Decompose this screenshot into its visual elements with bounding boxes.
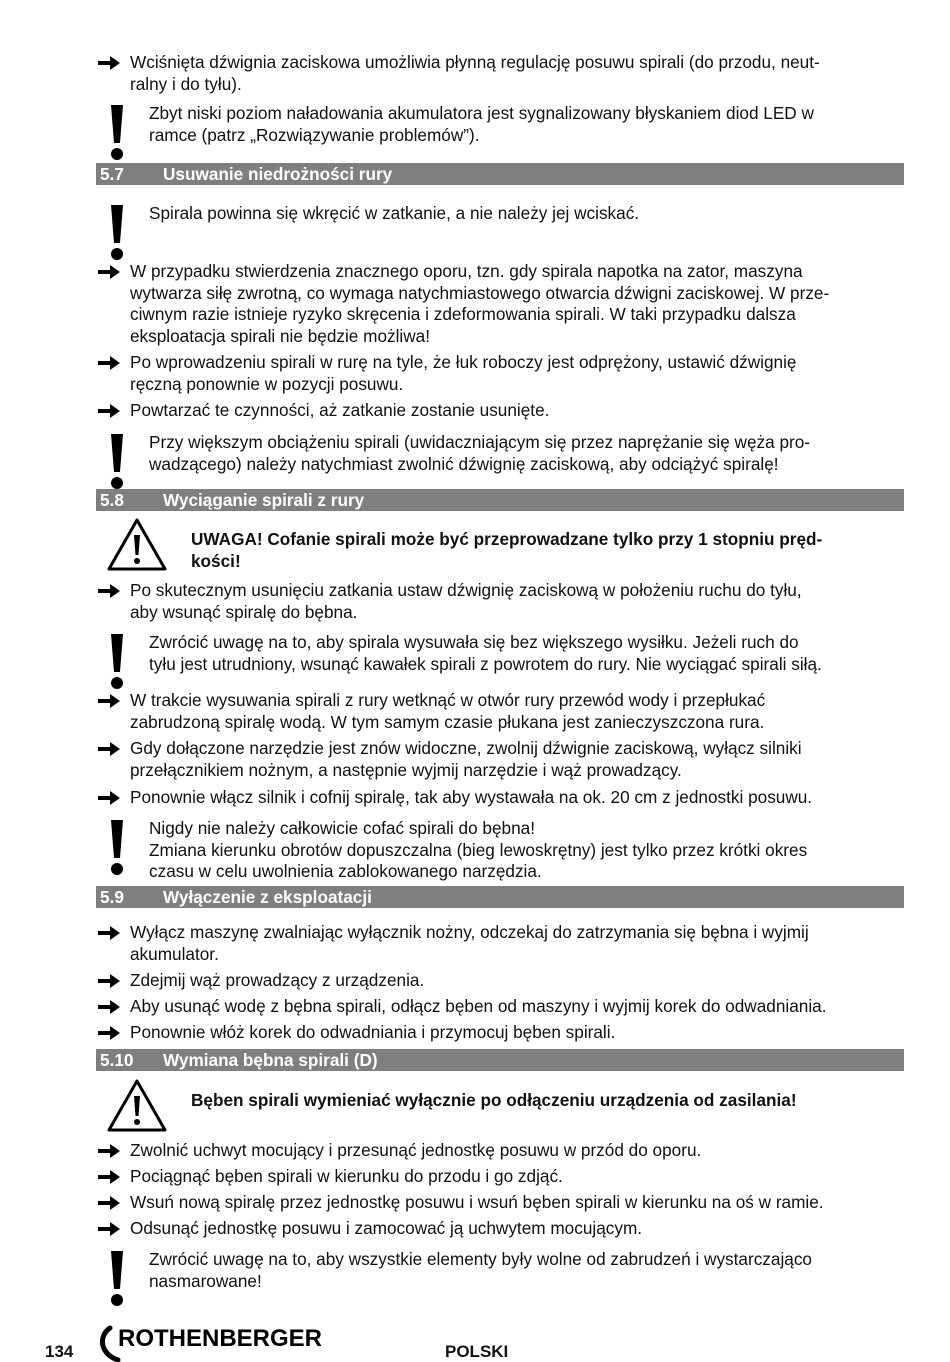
section-number: 5.9 (100, 887, 124, 907)
bullet-text: Ponownie włóż korek do odwadniania i przymocuj bęben spirali. (130, 1022, 616, 1042)
note-text: Zbyt niski poziom naładowania akumulatora jest sygnalizowany błyskaniem diod LED w (149, 103, 814, 123)
warning-text: UWAGA! Cofanie spirali może być przeprowadzane tylko przy 1 stopniu pręd- (191, 529, 823, 549)
arrow-bullet-icon (97, 973, 121, 989)
bullet-text: Wciśnięta dźwignia zaciskowa umożliwia płynną regulację posuwu spirali (do przodu, neut- (130, 52, 820, 72)
exclamation-icon (106, 1249, 128, 1307)
bullet-text: Zdejmij wąż prowadzący z urządzenia. (130, 970, 425, 990)
bullet-text: ciwnym razie istnieje ryzyko skręcenia i zdeformowania spirali. W taki przypadku dalsza (130, 304, 796, 324)
bullet-text: Powtarzać te czynności, aż zatkanie zostanie usunięte. (130, 400, 550, 420)
bullet-text: Aby usunąć wodę z bębna spirali, odłącz bęben od maszyny i wyjmij korek do odwadniania. (130, 996, 827, 1016)
section-header (96, 886, 904, 908)
arrow-bullet-icon (97, 1143, 121, 1159)
section-header (96, 489, 904, 511)
bullet-text: zabrudzoną spiralę wodą. W tym samym czasie płukana jest zanieczyszczona rura. (130, 711, 765, 732)
bullet-text: akumulator. (130, 943, 219, 964)
exclamation-icon (106, 103, 128, 161)
bullet-text: Po skutecznym usunięciu zatkania ustaw dźwignię zaciskową w położeniu ruchu do tyłu, (130, 580, 802, 600)
logo-swoosh (102, 1328, 118, 1360)
bullet-text: przełącznikiem nożnym, a następnie wyjmij narzędzie i wąż prowadzący. (130, 759, 682, 780)
arrow-bullet-icon (97, 1195, 121, 1211)
rothenberger-logo (96, 1322, 348, 1362)
bullet-text: eksploatacja spirali nie będzie możliwa! (130, 325, 430, 346)
section-title: Wyciąganie spirali z rury (163, 490, 365, 510)
note-text: nasmarowane! (149, 1270, 262, 1291)
exclamation-icon (106, 818, 128, 876)
exclamation-icon (106, 632, 128, 690)
exclamation-icon (106, 432, 128, 490)
bullet-text: aby wsunąć spiralę do bębna. (130, 601, 358, 622)
arrow-bullet-icon (97, 583, 121, 599)
arrow-bullet-icon (97, 1025, 121, 1041)
section-number: 5.8 (100, 490, 124, 510)
arrow-bullet-icon (97, 355, 121, 371)
note-text: Spirala powinna się wkręcić w zatkanie, a nie należy jej wciskać. (149, 203, 640, 223)
note-text: tyłu jest utrudniony, wsunąć kawałek spirali z powrotem do rury. Nie wyciągać spirali siłą. (149, 653, 822, 674)
bullet-text: Gdy dołączone narzędzie jest znów widoczne, zwolnij dźwignie zaciskową, wyłącz silniki (130, 738, 802, 758)
note-text: Zwrócić uwagę na to, aby spirala wysuwała się bez większego wysiłku. Jeżeli ruch do (149, 632, 799, 652)
note-text: Zmiana kierunku obrotów dopuszczalna (bieg lewoskrętny) jest tylko przez krótki okres (149, 839, 808, 860)
bullet-text: W trakcie wysuwania spirali z rury wetknąć w otwór rury przewód wody i przepłukać (130, 690, 766, 710)
bullet-text: Wsuń nową spiralę przez jednostkę posuwu i wsuń bęben spirali w kierunku na oś w ramie. (130, 1192, 824, 1212)
section-title: Usuwanie niedrożności rury (163, 164, 393, 184)
bullet-text: Wyłącz maszynę zwalniając wyłącznik nożny, odczekaj do zatrzymania się bębna i wyjmij (130, 922, 809, 942)
bullet-text: wytwarza siłę zwrotną, co wymaga natychmiastowego otwarcia dźwigni zaciskowej. W prze- (130, 282, 830, 303)
arrow-bullet-icon (97, 693, 121, 709)
section-number: 5.10 (100, 1050, 134, 1070)
bullet-text: Ponownie włącz silnik i cofnij spiralę, tak aby wystawała na ok. 20 cm z jednostki posuwu. (130, 787, 813, 807)
bullet-text: Zwolnić uchwyt mocujący i przesunąć jednostkę posuwu w przód do oporu. (130, 1140, 702, 1160)
arrow-bullet-icon (97, 55, 121, 71)
note-text: wadzącego) należy natychmiast zwolnić dźwignię zaciskową, aby odciążyć spiralę! (149, 453, 779, 474)
warning-text: kości! (191, 550, 241, 571)
section-title: Wymiana bębna spirali (D) (163, 1050, 378, 1070)
arrow-bullet-icon (97, 741, 121, 757)
section-header (96, 1049, 904, 1071)
arrow-bullet-icon (97, 790, 121, 806)
note-text: Przy większym obciążeniu spirali (uwidaczniającym się przez naprężanie się węża pro- (149, 432, 811, 452)
arrow-bullet-icon (97, 264, 121, 280)
page-number: 134 (45, 1342, 74, 1361)
section-number: 5.7 (100, 164, 124, 184)
note-text: Nigdy nie należy całkowicie cofać spirali do bębna! (149, 818, 535, 838)
note-text: ramce (patrz „Rozwiązywanie problemów”). (149, 124, 480, 145)
arrow-bullet-icon (97, 403, 121, 419)
exclamation-icon (106, 203, 128, 261)
language-label: POLSKI (445, 1342, 509, 1361)
note-text: Zwrócić uwagę na to, aby wszystkie elementy były wolne od zabrudzeń i wystarczająco (149, 1249, 812, 1269)
section-title: Wyłączenie z eksploatacji (163, 887, 372, 907)
bullet-text: W przypadku stwierdzenia znacznego oporu, tzn. gdy spirala napotka na zator, maszyna (130, 261, 803, 281)
arrow-bullet-icon (97, 1169, 121, 1185)
svg-text:ROTHENBERGER: ROTHENBERGER (118, 1325, 323, 1352)
bullet-text: ręczną ponownie w pozycji posuwu. (130, 373, 404, 394)
warning-triangle-icon (106, 1078, 168, 1133)
bullet-text: Pociągnąć bęben spirali w kierunku do przodu i go zdjąć. (130, 1166, 563, 1186)
arrow-bullet-icon (97, 999, 121, 1015)
section-header (96, 163, 904, 185)
warning-triangle-icon (106, 517, 168, 572)
warning-text: Bęben spirali wymieniać wyłącznie po odłączeniu urządzenia od zasilania! (191, 1090, 797, 1110)
arrow-bullet-icon (97, 1221, 121, 1237)
arrow-bullet-icon (97, 925, 121, 941)
bullet-text: Po wprowadzeniu spirali w rurę na tyle, że łuk roboczy jest odprężony, ustawić dźwignię (130, 352, 797, 372)
note-text: czasu w celu uwolnienia zablokowanego narzędzia. (149, 861, 542, 881)
bullet-text: Odsunąć jednostkę posuwu i zamocować ją uchwytem mocującym. (130, 1218, 643, 1238)
bullet-text: ralny i do tyłu). (130, 73, 242, 94)
